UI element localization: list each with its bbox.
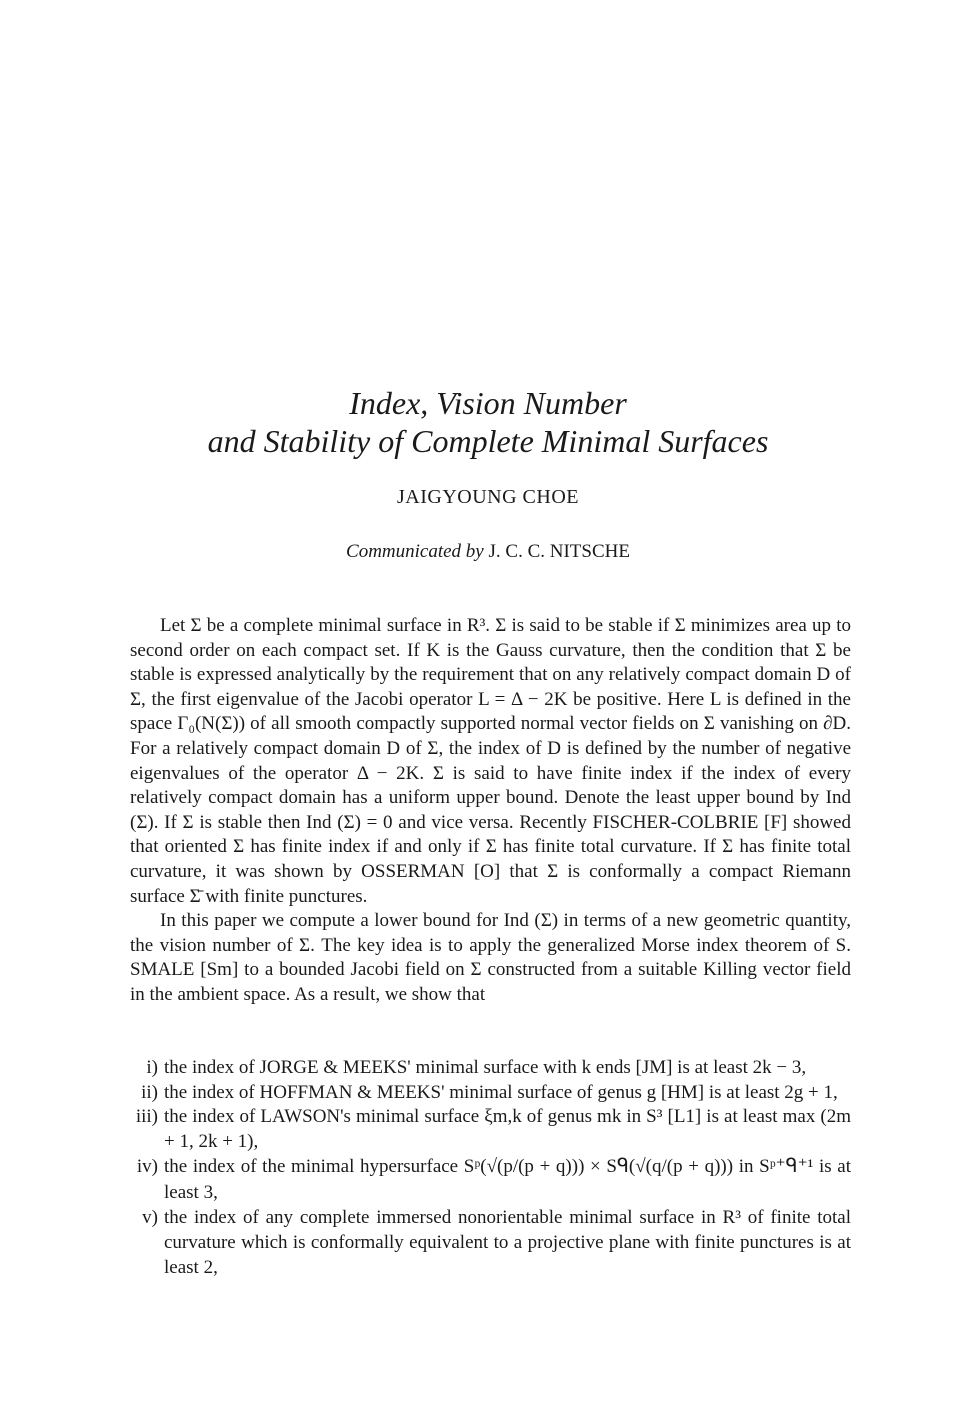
communicator-name: J. C. C. NITSCHE xyxy=(488,541,630,562)
list-item-label: iii) xyxy=(135,1106,158,1128)
paragraph-1: Let Σ be a complete minimal surface in R³. Σ is said to be stable if Σ minimizes area up to second order on each compact set. If K is the Gauss curvature, then the condition that Σ be stable is expressed analytically by the requirement that on any relatively compact domain D of Σ, the first eigenvalue of the Jacobi operator L = Δ − 2K be positive. Here L is defined in the space Γ₀(N(Σ)) of all smooth compactly supported normal vector fields on Σ vanishing on ∂D. For a relatively compact domain D of Σ, the index of D is defined by the number of negative eigenvalues of the operator Δ − 2K. Σ is said to have finite index if the index of every relatively compact domain has a uniform upper bound. Denote the least upper bound by Ind (Σ). If Σ is stable then Ind (Σ) = 0 and vice versa. Recently FISCHER-COLBRIE [F] showed that oriented Σ has finite index if and only if Σ has finite total curvature. If Σ has finite total curvature, it was shown by OSSERMAN [O] that Σ is conformally a compact Riemann surface Σ̄ with finite punctures. xyxy=(130,615,851,907)
paper-title xyxy=(0,384,976,460)
list-item xyxy=(130,1081,851,1106)
paragraph-2: In this paper we compute a lower bound for Ind (Σ) in terms of a new geometric quantity, the vision number of Σ. The key idea is to apply the generalized Morse index theorem of S. SMALE [Sm] to a bounded Jacobi field on Σ constructed from a suitable Killing vector field in the ambient space. As a result, we show that xyxy=(130,910,851,1005)
title-line-2: and Stability of Complete Minimal Surfaces xyxy=(207,423,769,459)
list-item-text: the index of JORGE & MEEKS' minimal surface with k ends [JM] is at least 2k − 3, xyxy=(164,1057,807,1078)
list-item xyxy=(130,1105,851,1154)
list-item-label: v) xyxy=(142,1207,158,1229)
results-list xyxy=(130,1056,851,1280)
author-name: JAIGYOUNG CHOE xyxy=(397,486,579,508)
list-item xyxy=(130,1154,851,1206)
list-item xyxy=(130,1056,851,1081)
list-item-text: the index of any complete immersed nonorientable minimal surface in R³ of finite total curvature which is conformally equivalent to a projective plane with finite punctures is at least 2, xyxy=(164,1207,851,1278)
list-item-text: the index of the minimal hypersurface Sᵖ(√(p/(p + q))) × Sᑫ(√(q/(p + q))) in Sᵖ⁺ᑫ⁺¹ is at least 3, xyxy=(164,1156,851,1204)
list-item-text: the index of LAWSON's minimal surface ξm,k of genus mk in S³ [L1] is at least max (2m + 1, 2k + 1), xyxy=(164,1106,851,1152)
title-line-1: Index, Vision Number xyxy=(349,385,627,421)
list-item xyxy=(130,1206,851,1280)
list-item-label: iv) xyxy=(136,1156,158,1178)
communicated-prefix: Communicated by xyxy=(346,541,484,562)
list-item-text: the index of HOFFMAN & MEEKS' minimal surface of genus g [HM] is at least 2g + 1, xyxy=(164,1081,838,1103)
list-item-label: ii) xyxy=(141,1081,158,1103)
list-item-label: i) xyxy=(146,1057,158,1078)
body-text xyxy=(130,614,851,1008)
communicated-by xyxy=(0,541,976,563)
